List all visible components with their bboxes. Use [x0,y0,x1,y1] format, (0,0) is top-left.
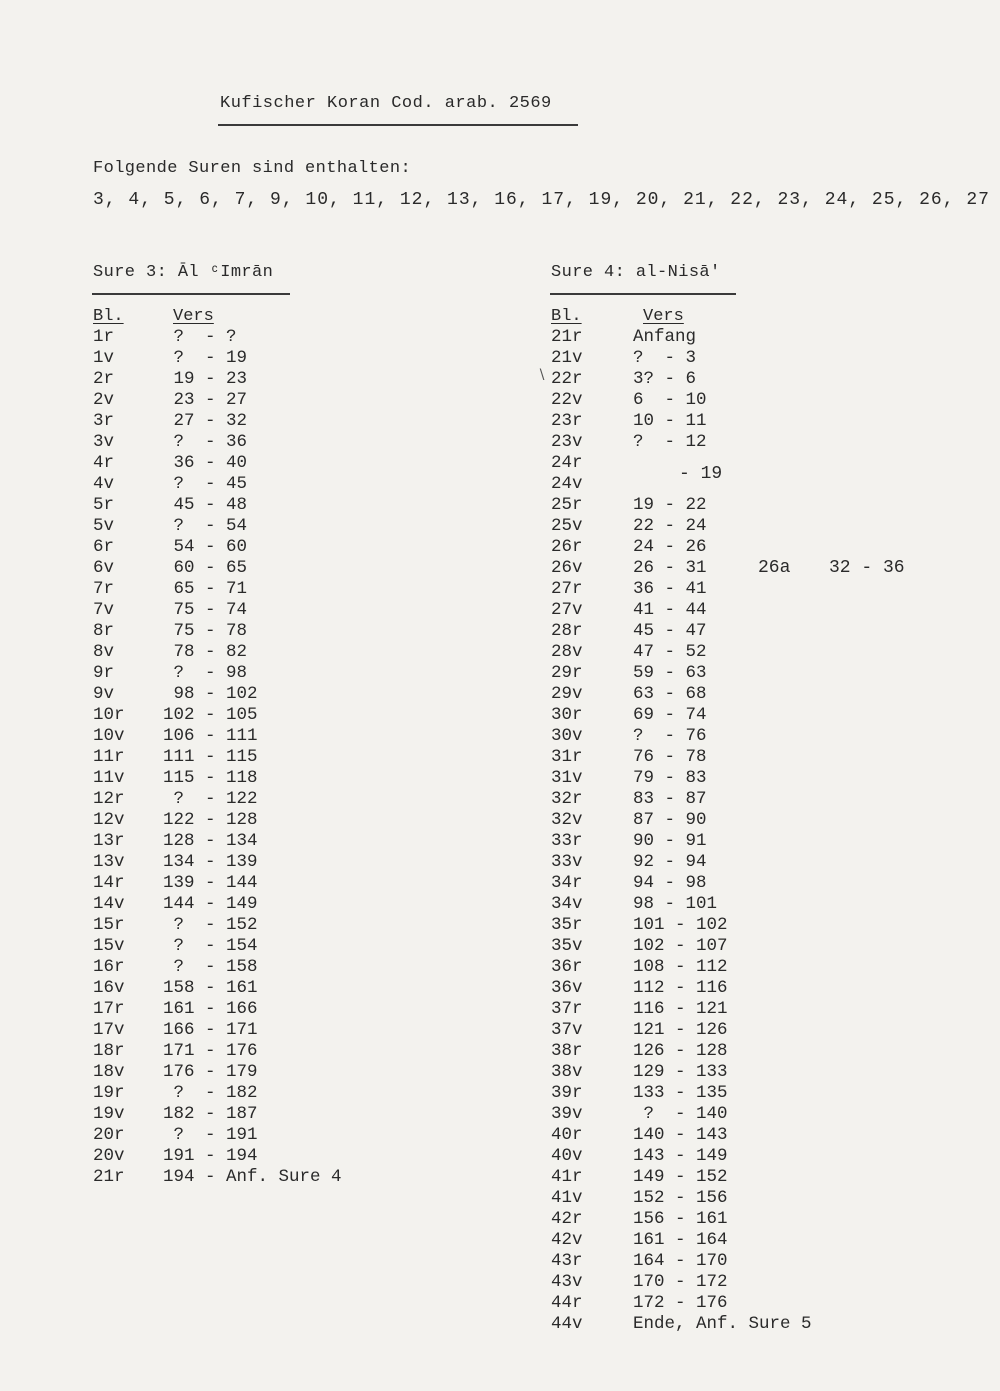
sura4-col-leaf: Bl. [551,307,582,326]
document-title: Kufischer Koran Cod. arab. 2569 [220,94,552,113]
verse-cell: 171 - 176 [163,1041,258,1061]
table-row [93,453,393,474]
table-row [93,642,393,663]
table-row [93,1020,393,1041]
table-row [551,810,851,831]
leaf-cell: 6r [93,537,115,557]
verse-cell: 102 - 107 [633,936,728,956]
table-row [93,663,393,684]
verse-cell: 6 - 10 [633,390,707,410]
verse-cell: 170 - 172 [633,1272,728,1292]
table-row [93,369,393,390]
verse-cell: 75 - 78 [163,621,248,641]
table-row [93,999,393,1020]
verse-cell: 47 - 52 [633,642,707,662]
table-row [551,1293,851,1314]
verse-cell: 87 - 90 [633,810,707,830]
verse-cell: 143 - 149 [633,1146,728,1166]
verse-cell: 106 - 111 [163,726,258,746]
verse-cell: 27 - 32 [163,411,248,431]
verse-cell: 115 - 118 [163,768,258,788]
sura4-col-verse: Vers [643,307,684,326]
verse-cell: 140 - 143 [633,1125,728,1145]
table-row [551,789,851,810]
verse-cell: 121 - 126 [633,1020,728,1040]
verse-cell: ? - 122 [163,789,258,809]
verse-cell: 116 - 121 [633,999,728,1019]
table-row [93,684,393,705]
table-row [551,369,851,390]
table-row [551,831,851,852]
leaf-cell: 4r [93,453,115,473]
sura4-extra-verse: 32 - 36 [829,558,905,578]
table-row [551,642,851,663]
table-row [551,1083,851,1104]
table-row [551,390,851,411]
table-row [551,1104,851,1125]
leaf-cell: 23v [551,432,583,452]
verse-cell: ? - 98 [163,663,248,683]
verse-cell: 108 - 112 [633,957,728,977]
table-row [551,1062,851,1083]
verse-cell: 19 - 22 [633,495,707,515]
table-row [93,390,393,411]
verse-cell: 129 - 133 [633,1062,728,1082]
leaf-cell: 38v [551,1062,583,1082]
leaf-cell: 5r [93,495,115,515]
verse-cell: 161 - 164 [633,1230,728,1250]
table-row [93,978,393,999]
verse-cell: 75 - 74 [163,600,248,620]
table-row [93,726,393,747]
leaf-cell: 31r [551,747,583,767]
leaf-cell: 14v [93,894,125,914]
verse-cell: 98 - 102 [163,684,258,704]
leaf-cell: 15v [93,936,125,956]
leaf-cell: 24v [551,474,583,494]
table-row [93,1125,393,1146]
leaf-cell: 32v [551,810,583,830]
table-row [551,852,851,873]
leaf-cell: 4v [93,474,115,494]
table-row [93,915,393,936]
leaf-cell: 39v [551,1104,583,1124]
intro-text: Folgende Suren sind enthalten: [93,159,412,178]
leaf-cell: 32r [551,789,583,809]
table-row [551,999,851,1020]
table-row [551,495,851,516]
leaf-cell: 35r [551,915,583,935]
leaf-cell: 10r [93,705,125,725]
sura4-heading: Sure 4: al-Nisā' [551,263,721,282]
verse-cell: 45 - 48 [163,495,248,515]
table-row [93,537,393,558]
leaf-cell: 20v [93,1146,125,1166]
verse-cell: 41 - 44 [633,600,707,620]
table-row [93,852,393,873]
table-row [93,1083,393,1104]
table-row [551,1251,851,1272]
sura3-col-verse: Vers [173,307,214,326]
leaf-cell: 2v [93,390,115,410]
leaf-cell: 16r [93,957,125,977]
verse-cell: ? - 12 [633,432,707,452]
table-row [551,1188,851,1209]
verse-cell: ? - 154 [163,936,258,956]
table-row [551,579,851,600]
table-row [551,957,851,978]
table-row [93,1041,393,1062]
verse-cell: 191 - 194 [163,1146,258,1166]
leaf-cell: 41r [551,1167,583,1187]
table-row [93,432,393,453]
table-row [551,1314,851,1335]
verse-cell: 76 - 78 [633,747,707,767]
leaf-cell: 1r [93,327,115,347]
leaf-cell: 28r [551,621,583,641]
table-row [551,978,851,999]
verse-cell: 112 - 116 [633,978,728,998]
table-row [551,1020,851,1041]
table-row [551,432,851,453]
verse-cell: 134 - 139 [163,852,258,872]
leaf-cell: 9r [93,663,115,683]
table-row [93,1167,393,1188]
sura3-heading-rule [92,293,290,295]
verse-cell: 90 - 91 [633,831,707,851]
table-row [551,747,851,768]
verse-cell: 60 - 65 [163,558,248,578]
leaf-cell: 8r [93,621,115,641]
table-row [93,1104,393,1125]
table-row [551,1146,851,1167]
verse-cell: 26 - 31 [633,558,707,578]
table-row [551,348,851,369]
table-row [93,894,393,915]
leaf-cell: 39r [551,1083,583,1103]
verse-cell: Ende, Anf. Sure 5 [633,1314,812,1334]
verse-cell: 176 - 179 [163,1062,258,1082]
leaf-cell: 18v [93,1062,125,1082]
leaf-cell: 36r [551,957,583,977]
leaf-cell: 23r [551,411,583,431]
leaf-cell: 9v [93,684,115,704]
leaf-cell: 26r [551,537,583,557]
leaf-cell: 2r [93,369,115,389]
leaf-cell: 30v [551,726,583,746]
leaf-cell: 30r [551,705,583,725]
leaf-cell: 11v [93,768,125,788]
leaf-cell: 38r [551,1041,583,1061]
table-row [551,537,851,558]
leaf-cell: 43r [551,1251,583,1271]
verse-cell: 111 - 115 [163,747,258,767]
leaf-cell: 28v [551,642,583,662]
verse-cell: Anfang [633,327,697,347]
verse-cell: 69 - 74 [633,705,707,725]
table-row [551,621,851,642]
verse-cell: 19 - 23 [163,369,248,389]
sura4-heading-rule [550,293,736,295]
leaf-cell: 35v [551,936,583,956]
verse-cell: 194 - Anf. Sure 4 [163,1167,342,1187]
leaf-cell: 6v [93,558,115,578]
verse-cell: 22 - 24 [633,516,707,536]
table-row [551,1272,851,1293]
verse-cell: ? - 3 [633,348,697,368]
verse-cell: ? - 19 [163,348,248,368]
verse-cell: 128 - 134 [163,831,258,851]
leaf-cell: 42r [551,1209,583,1229]
verse-cell: 78 - 82 [163,642,248,662]
leaf-cell: 44v [551,1314,583,1334]
verse-cell: ? - 76 [633,726,707,746]
verse-cell: 54 - 60 [163,537,248,557]
leaf-cell: 25v [551,516,583,536]
verse-cell: 166 - 171 [163,1020,258,1040]
leaf-cell: 21r [551,327,583,347]
verse-cell: 102 - 105 [163,705,258,725]
sura4-extra-leaf: 26a [758,558,791,578]
table-row [93,789,393,810]
leaf-cell: 12v [93,810,125,830]
verse-cell: 3? - 6 [633,369,697,389]
table-row [551,327,851,348]
table-row [93,831,393,852]
table-row [93,747,393,768]
leaf-cell: 26v [551,558,583,578]
verse-cell: ? - 158 [163,957,258,977]
table-row [551,1041,851,1062]
table-row [93,621,393,642]
table-row [551,726,851,747]
leaf-cell: 36v [551,978,583,998]
verse-cell: 126 - 128 [633,1041,728,1061]
sura3-table [93,327,393,1188]
verse-cell: ? - 140 [633,1104,728,1124]
verse-cell: 94 - 98 [633,873,707,893]
leaf-cell: 19v [93,1104,125,1124]
leaf-cell: 22r [551,369,583,389]
leaf-cell: 11r [93,747,125,767]
leaf-cell: 34v [551,894,583,914]
margin-mark: ∖ [537,368,546,384]
leaf-cell: 40r [551,1125,583,1145]
leaf-cell: 20r [93,1125,125,1145]
verse-cell: 63 - 68 [633,684,707,704]
leaf-cell: 5v [93,516,115,536]
verse-cell: ? - 54 [163,516,248,536]
table-row [93,957,393,978]
leaf-cell: 44r [551,1293,583,1313]
verse-cell: 156 - 161 [633,1209,728,1229]
verse-cell: 158 - 161 [163,978,258,998]
leaf-cell: 1v [93,348,115,368]
table-row [93,348,393,369]
leaf-cell: 15r [93,915,125,935]
table-row [93,873,393,894]
leaf-cell: 13v [93,852,125,872]
verse-cell: ? - 45 [163,474,248,494]
table-row [551,768,851,789]
leaf-cell: 27v [551,600,583,620]
table-row [551,915,851,936]
leaf-cell: 24r [551,453,583,473]
verse-cell: ? - ? [163,327,237,347]
table-row [93,327,393,348]
table-row [93,558,393,579]
verse-cell: 98 - 101 [633,894,718,914]
leaf-cell: 34r [551,873,583,893]
leaf-cell: 17v [93,1020,125,1040]
verse-cell: 45 - 47 [633,621,707,641]
leaf-cell: 13r [93,831,125,851]
table-row [93,1146,393,1167]
table-row [93,810,393,831]
leaf-cell: 7r [93,579,115,599]
leaf-cell: 16v [93,978,125,998]
verse-cell: 101 - 102 [633,915,728,935]
table-row [93,936,393,957]
verse-cell: 182 - 187 [163,1104,258,1124]
leaf-cell: 8v [93,642,115,662]
verse-cell: 122 - 128 [163,810,258,830]
sura-list: 3, 4, 5, 6, 7, 9, 10, 11, 12, 13, 16, 17, 19, 20, 21, 22, 23, 24, 25, 26, 27 [93,190,990,210]
leaf-cell: 27r [551,579,583,599]
leaf-cell: 19r [93,1083,125,1103]
leaf-cell: 10v [93,726,125,746]
title-underline [218,124,578,126]
leaf-cell: 29v [551,684,583,704]
verse-cell: 36 - 41 [633,579,707,599]
verse-cell: 36 - 40 [163,453,248,473]
verse-cell: ? - 182 [163,1083,258,1103]
verse-cell: 59 - 63 [633,663,707,683]
verse-cell: 152 - 156 [633,1188,728,1208]
verse-cell: 79 - 83 [633,768,707,788]
table-row [551,936,851,957]
verse-cell: ? - 152 [163,915,258,935]
leaf-cell: 25r [551,495,583,515]
table-row [93,516,393,537]
table-row [551,600,851,621]
verse-cell: 149 - 152 [633,1167,728,1187]
table-row [93,474,393,495]
leaf-cell: 21v [551,348,583,368]
verse-cell: ? - 36 [163,432,248,452]
leaf-cell: 18r [93,1041,125,1061]
leaf-cell: 14r [93,873,125,893]
verse-cell: 172 - 176 [633,1293,728,1313]
table-row [551,663,851,684]
table-row [551,516,851,537]
verse-cell: 92 - 94 [633,852,707,872]
verse-cell: 24 - 26 [633,537,707,557]
table-row [551,1125,851,1146]
leaf-cell: 12r [93,789,125,809]
verse-cell: 161 - 166 [163,999,258,1019]
table-row [93,768,393,789]
leaf-cell: 37r [551,999,583,1019]
verse-cell: 83 - 87 [633,789,707,809]
leaf-cell: 29r [551,663,583,683]
verse-cell: 144 - 149 [163,894,258,914]
leaf-cell: 3v [93,432,115,452]
table-row [551,705,851,726]
table-row [551,894,851,915]
leaf-cell: 33r [551,831,583,851]
leaf-cell: 22v [551,390,583,410]
leaf-cell: 41v [551,1188,583,1208]
leaf-cell: 21r [93,1167,125,1187]
verse-cell: 139 - 144 [163,873,258,893]
sura4-merged-24: - 19 [679,464,723,484]
verse-cell: 10 - 11 [633,411,707,431]
sura3-heading: Sure 3: Āl ᶜImrān [93,263,274,282]
table-row [93,600,393,621]
verse-cell: 23 - 27 [163,390,248,410]
leaf-cell: 37v [551,1020,583,1040]
leaf-cell: 7v [93,600,115,620]
leaf-cell: 42v [551,1230,583,1250]
verse-cell: 164 - 170 [633,1251,728,1271]
verse-cell: ? - 191 [163,1125,258,1145]
table-row [551,411,851,432]
table-row [551,1230,851,1251]
table-row [93,579,393,600]
leaf-cell: 31v [551,768,583,788]
table-row [551,1167,851,1188]
table-row [93,495,393,516]
leaf-cell: 33v [551,852,583,872]
table-row [551,873,851,894]
leaf-cell: 3r [93,411,115,431]
table-row [93,1062,393,1083]
leaf-cell: 40v [551,1146,583,1166]
table-row [551,558,851,579]
table-row [93,705,393,726]
table-row [93,411,393,432]
leaf-cell: 43v [551,1272,583,1292]
verse-cell: 65 - 71 [163,579,248,599]
leaf-cell: 17r [93,999,125,1019]
verse-cell: 133 - 135 [633,1083,728,1103]
table-row [551,684,851,705]
sura3-col-leaf: Bl. [93,307,124,326]
table-row [551,1209,851,1230]
